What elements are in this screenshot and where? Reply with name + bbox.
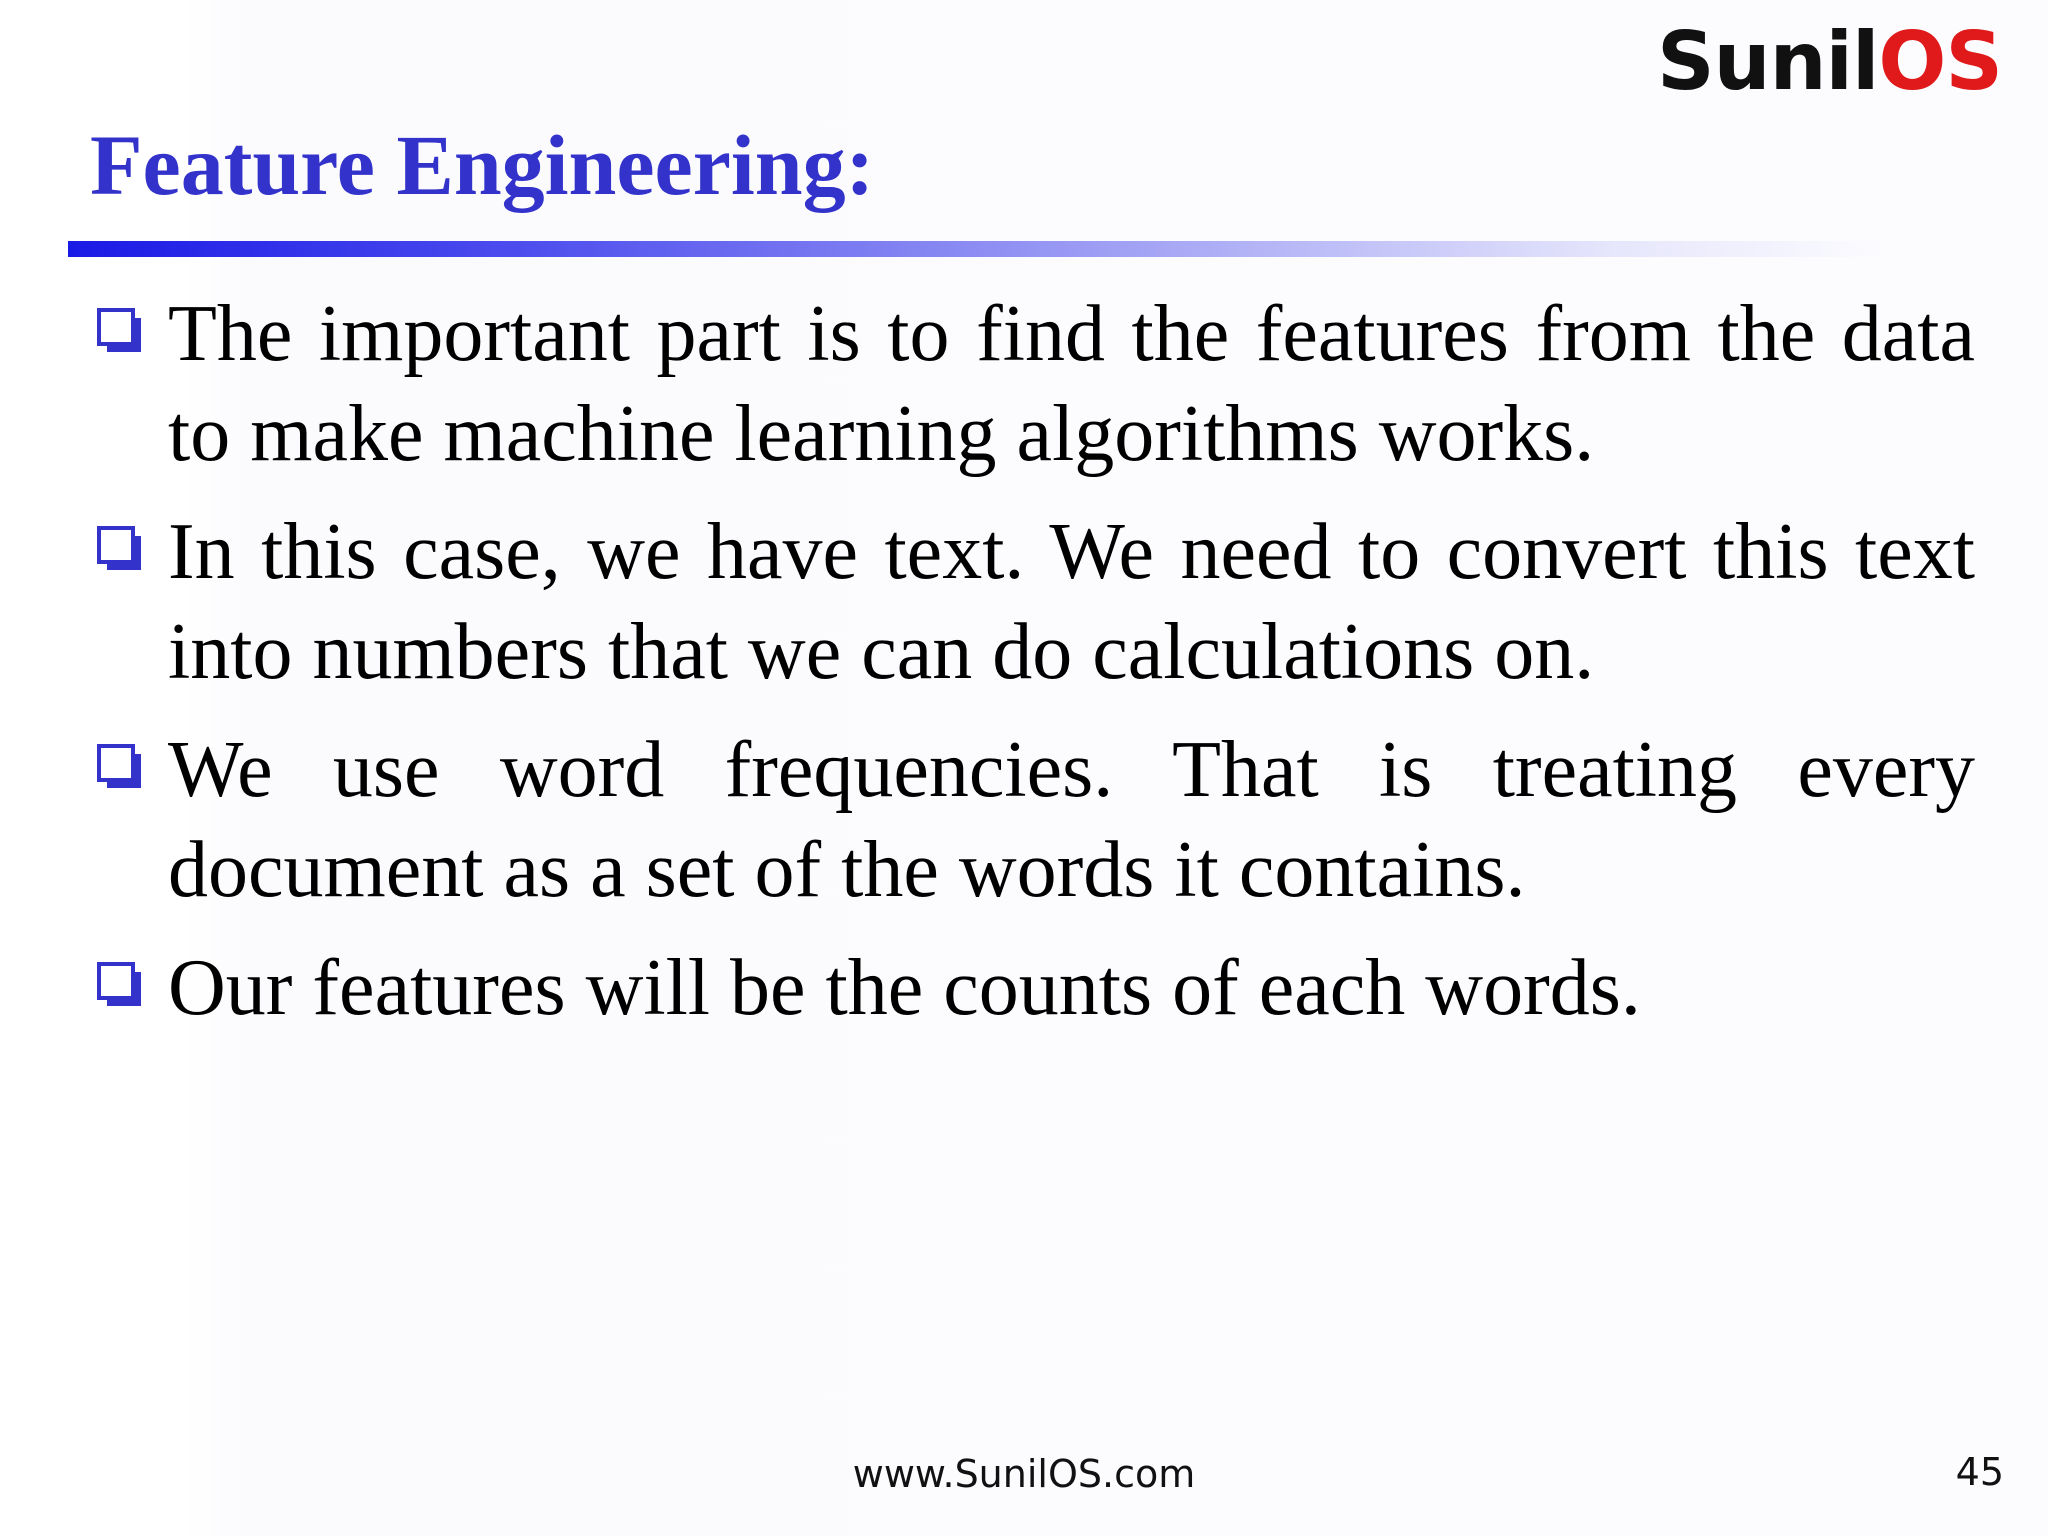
bullet-item bbox=[95, 502, 1975, 702]
checkbox-square-icon bbox=[97, 744, 143, 790]
footer-url: www.SunilOS.com bbox=[852, 1452, 1196, 1496]
bullet-list bbox=[95, 284, 1975, 1056]
checkbox-square-icon bbox=[97, 962, 143, 1008]
checkbox-square-icon bbox=[97, 526, 143, 572]
logo-text-os: OS bbox=[1878, 15, 2002, 108]
title-underline bbox=[68, 241, 1888, 257]
bullet-text: In this case, we have text. We need to convert this text into numbers that we can do calculations on. bbox=[168, 508, 1975, 696]
logo bbox=[1657, 15, 2002, 108]
checkbox-square-icon bbox=[97, 308, 143, 354]
logo-text-sunil: Sunil bbox=[1657, 15, 1879, 108]
slide-title: Feature Engineering: bbox=[90, 117, 875, 213]
bullet-item bbox=[95, 938, 1975, 1038]
bullet-item bbox=[95, 720, 1975, 920]
page-number: 45 bbox=[1955, 1450, 2004, 1494]
bullet-text: We use word frequencies. That is treating every document as a set of the words it contains. bbox=[168, 726, 1975, 914]
bullet-text: The important part is to find the features from the data to make machine learning algorithms works. bbox=[168, 290, 1975, 478]
bullet-item bbox=[95, 284, 1975, 484]
bullet-text: Our features will be the counts of each words. bbox=[168, 944, 1641, 1032]
